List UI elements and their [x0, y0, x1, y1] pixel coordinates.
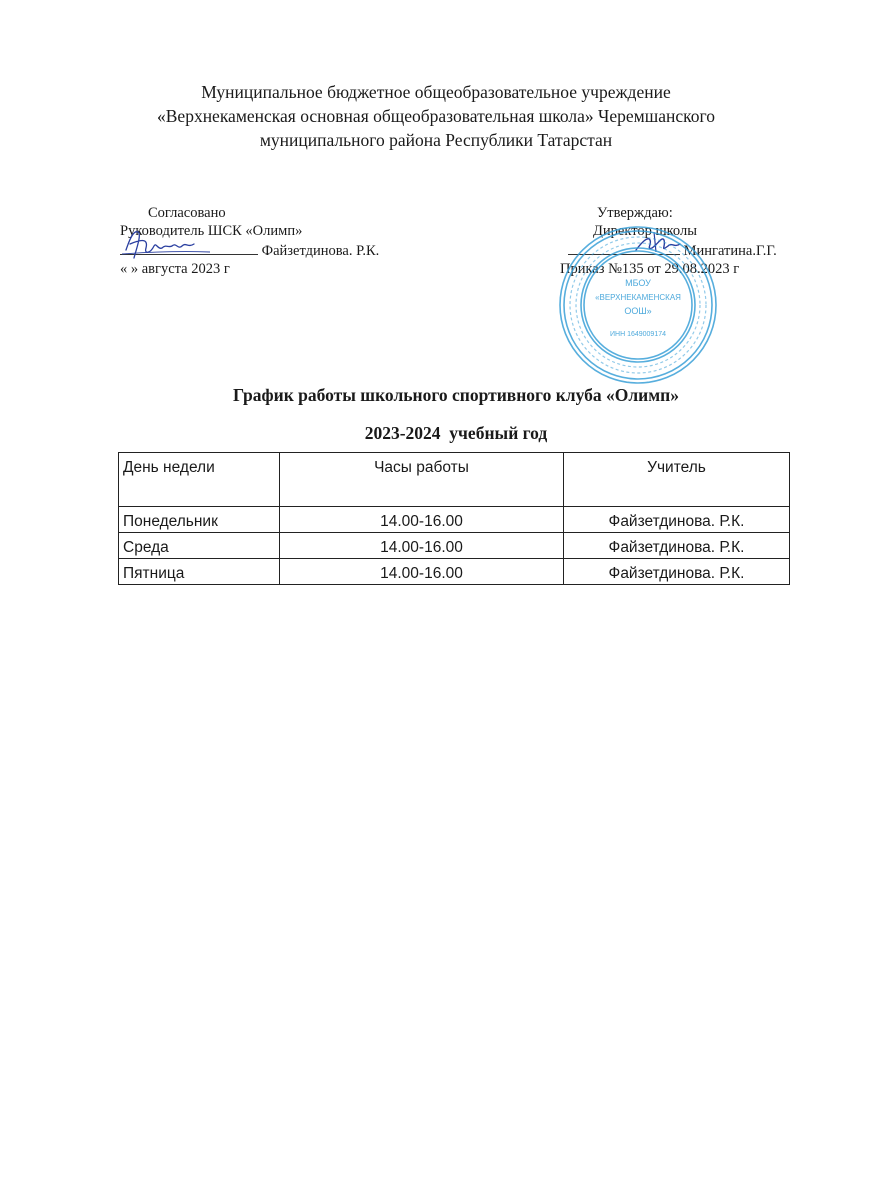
table-header-row: [119, 453, 790, 507]
stamp-text-1: МБОУ: [625, 278, 651, 288]
cell-day: Пятница: [119, 559, 280, 585]
cell-teacher: Файзетдинова. Р.К.: [564, 533, 790, 559]
org-name-line-1: Муниципальное бюджетное общеобразовательное учреждение: [201, 82, 671, 102]
approval-left-name: Файзетдинова. Р.К.: [261, 243, 380, 259]
cell-teacher: Файзетдинова. Р.К.: [564, 559, 790, 585]
official-stamp: [557, 224, 719, 386]
cell-hours: 14.00-16.00: [280, 507, 564, 533]
header-teacher: Учитель: [564, 453, 790, 507]
cell-day: Среда: [119, 533, 280, 559]
stamp-text-3: ООШ»: [624, 306, 652, 316]
org-name-line-2: «Верхнекаменская основная общеобразовательная школа» Черемшанского: [157, 106, 715, 126]
cell-hours: 14.00-16.00: [280, 559, 564, 585]
table-row: [119, 559, 790, 585]
cell-day: Понедельник: [119, 507, 280, 533]
table-row: [119, 507, 790, 533]
org-name-line-3: муниципального района Республики Татарстан: [259, 130, 613, 150]
approval-right-label: Утверждаю:: [597, 205, 673, 221]
document-title: График работы школьного спортивного клуба «Олимп»: [232, 385, 680, 405]
cell-hours: 14.00-16.00: [280, 533, 564, 559]
header-hours: Часы работы: [280, 453, 564, 507]
approval-right-name: Мингатина.Г.Г.: [683, 243, 777, 259]
approval-left-label: Согласовано: [148, 205, 226, 221]
schedule-table: [118, 452, 790, 585]
approval-right-order: Приказ №135 от 29.08.2023 г: [560, 261, 740, 277]
header-day: День недели: [119, 453, 280, 507]
document-subtitle: 2023-2024 учебный год: [364, 423, 548, 443]
organization-header: [100, 80, 772, 152]
approval-right-position: Директор школы: [593, 223, 697, 239]
cell-teacher: Файзетдинова. Р.К.: [564, 507, 790, 533]
handwritten-signature-left: [120, 224, 260, 266]
approval-left-date: « » августа 2023 г: [120, 261, 230, 277]
stamp-inn: ИНН 1649009174: [609, 331, 667, 338]
table-row: [119, 533, 790, 559]
stamp-text-2: «ВЕРХНЕКАМЕНСКАЯ: [595, 293, 681, 302]
approval-left-position: Руководитель ШСК «Олимп»: [120, 223, 303, 239]
